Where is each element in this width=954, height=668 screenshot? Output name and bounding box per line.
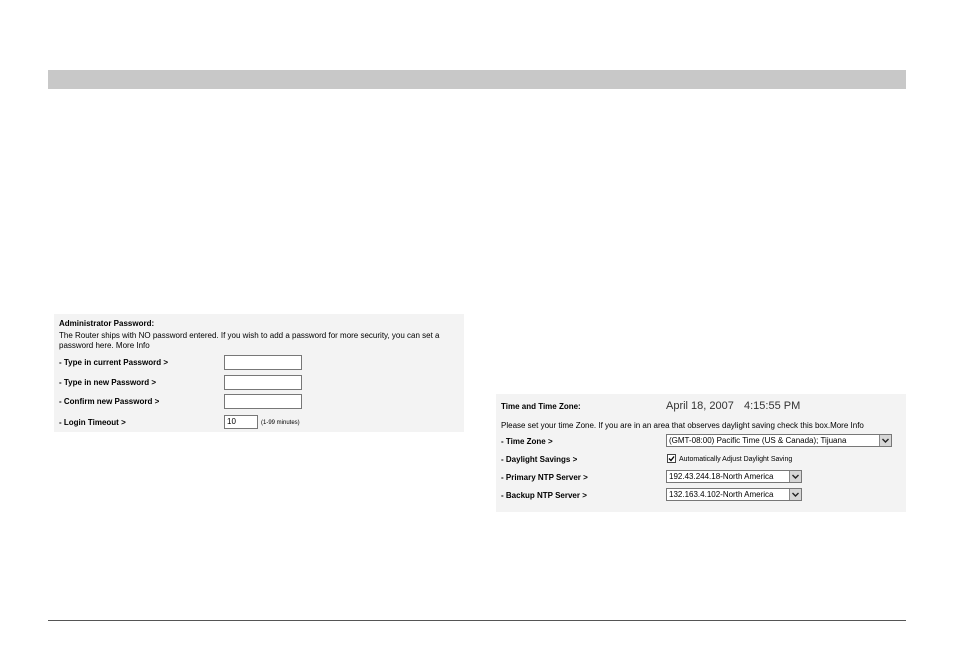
login-timeout-label: - Login Timeout > [59,418,126,427]
admin-password-title: Administrator Password: [59,319,155,328]
primary-ntp-label: - Primary NTP Server > [501,473,588,482]
time-zone-select[interactable] [666,434,892,447]
check-icon [668,455,675,462]
primary-ntp-select[interactable] [666,470,802,483]
time-zone-panel [496,394,906,512]
backup-ntp-label: - Backup NTP Server > [501,491,587,500]
current-password-input[interactable] [224,355,302,370]
login-timeout-hint: (1-99 minutes) [261,420,300,426]
confirm-password-input[interactable] [224,394,302,409]
time-zone-label: - Time Zone > [501,437,553,446]
backup-ntp-selected: 132.163.4.102-North America [669,490,774,499]
chevron-down-icon[interactable] [879,435,891,446]
new-password-input[interactable] [224,375,302,390]
current-password-label: - Type in current Password > [59,358,168,367]
admin-password-description: The Router ships with NO password entered. If you wish to add a password for more security, you can set a password here. More Info [59,331,440,350]
time-zone-selected: (GMT-08:00) Pacific Time (US & Canada); Tijuana [669,436,847,445]
admin-password-panel [54,314,464,432]
current-date: April 18, 2007 [666,400,734,412]
time-zone-description: Please set your time Zone. If you are in an area that observes daylight saving check this box.More Info [501,421,864,430]
daylight-savings-checkbox-label: Automatically Adjust Daylight Saving [679,456,793,463]
chevron-down-icon[interactable] [789,489,801,500]
login-timeout-input[interactable]: 10 [224,415,258,429]
new-password-label: - Type in new Password > [59,378,156,387]
current-time: 4:15:55 PM [744,400,801,412]
time-zone-title: Time and Time Zone: [501,402,581,411]
primary-ntp-selected: 192.43.244.18-North America [669,472,774,481]
confirm-password-label: - Confirm new Password > [59,397,160,406]
daylight-savings-label: - Daylight Savings > [501,455,578,464]
header-bar [48,70,906,89]
daylight-savings-checkbox[interactable] [667,454,676,463]
footer-divider [48,620,906,621]
backup-ntp-select[interactable] [666,488,802,501]
chevron-down-icon[interactable] [789,471,801,482]
